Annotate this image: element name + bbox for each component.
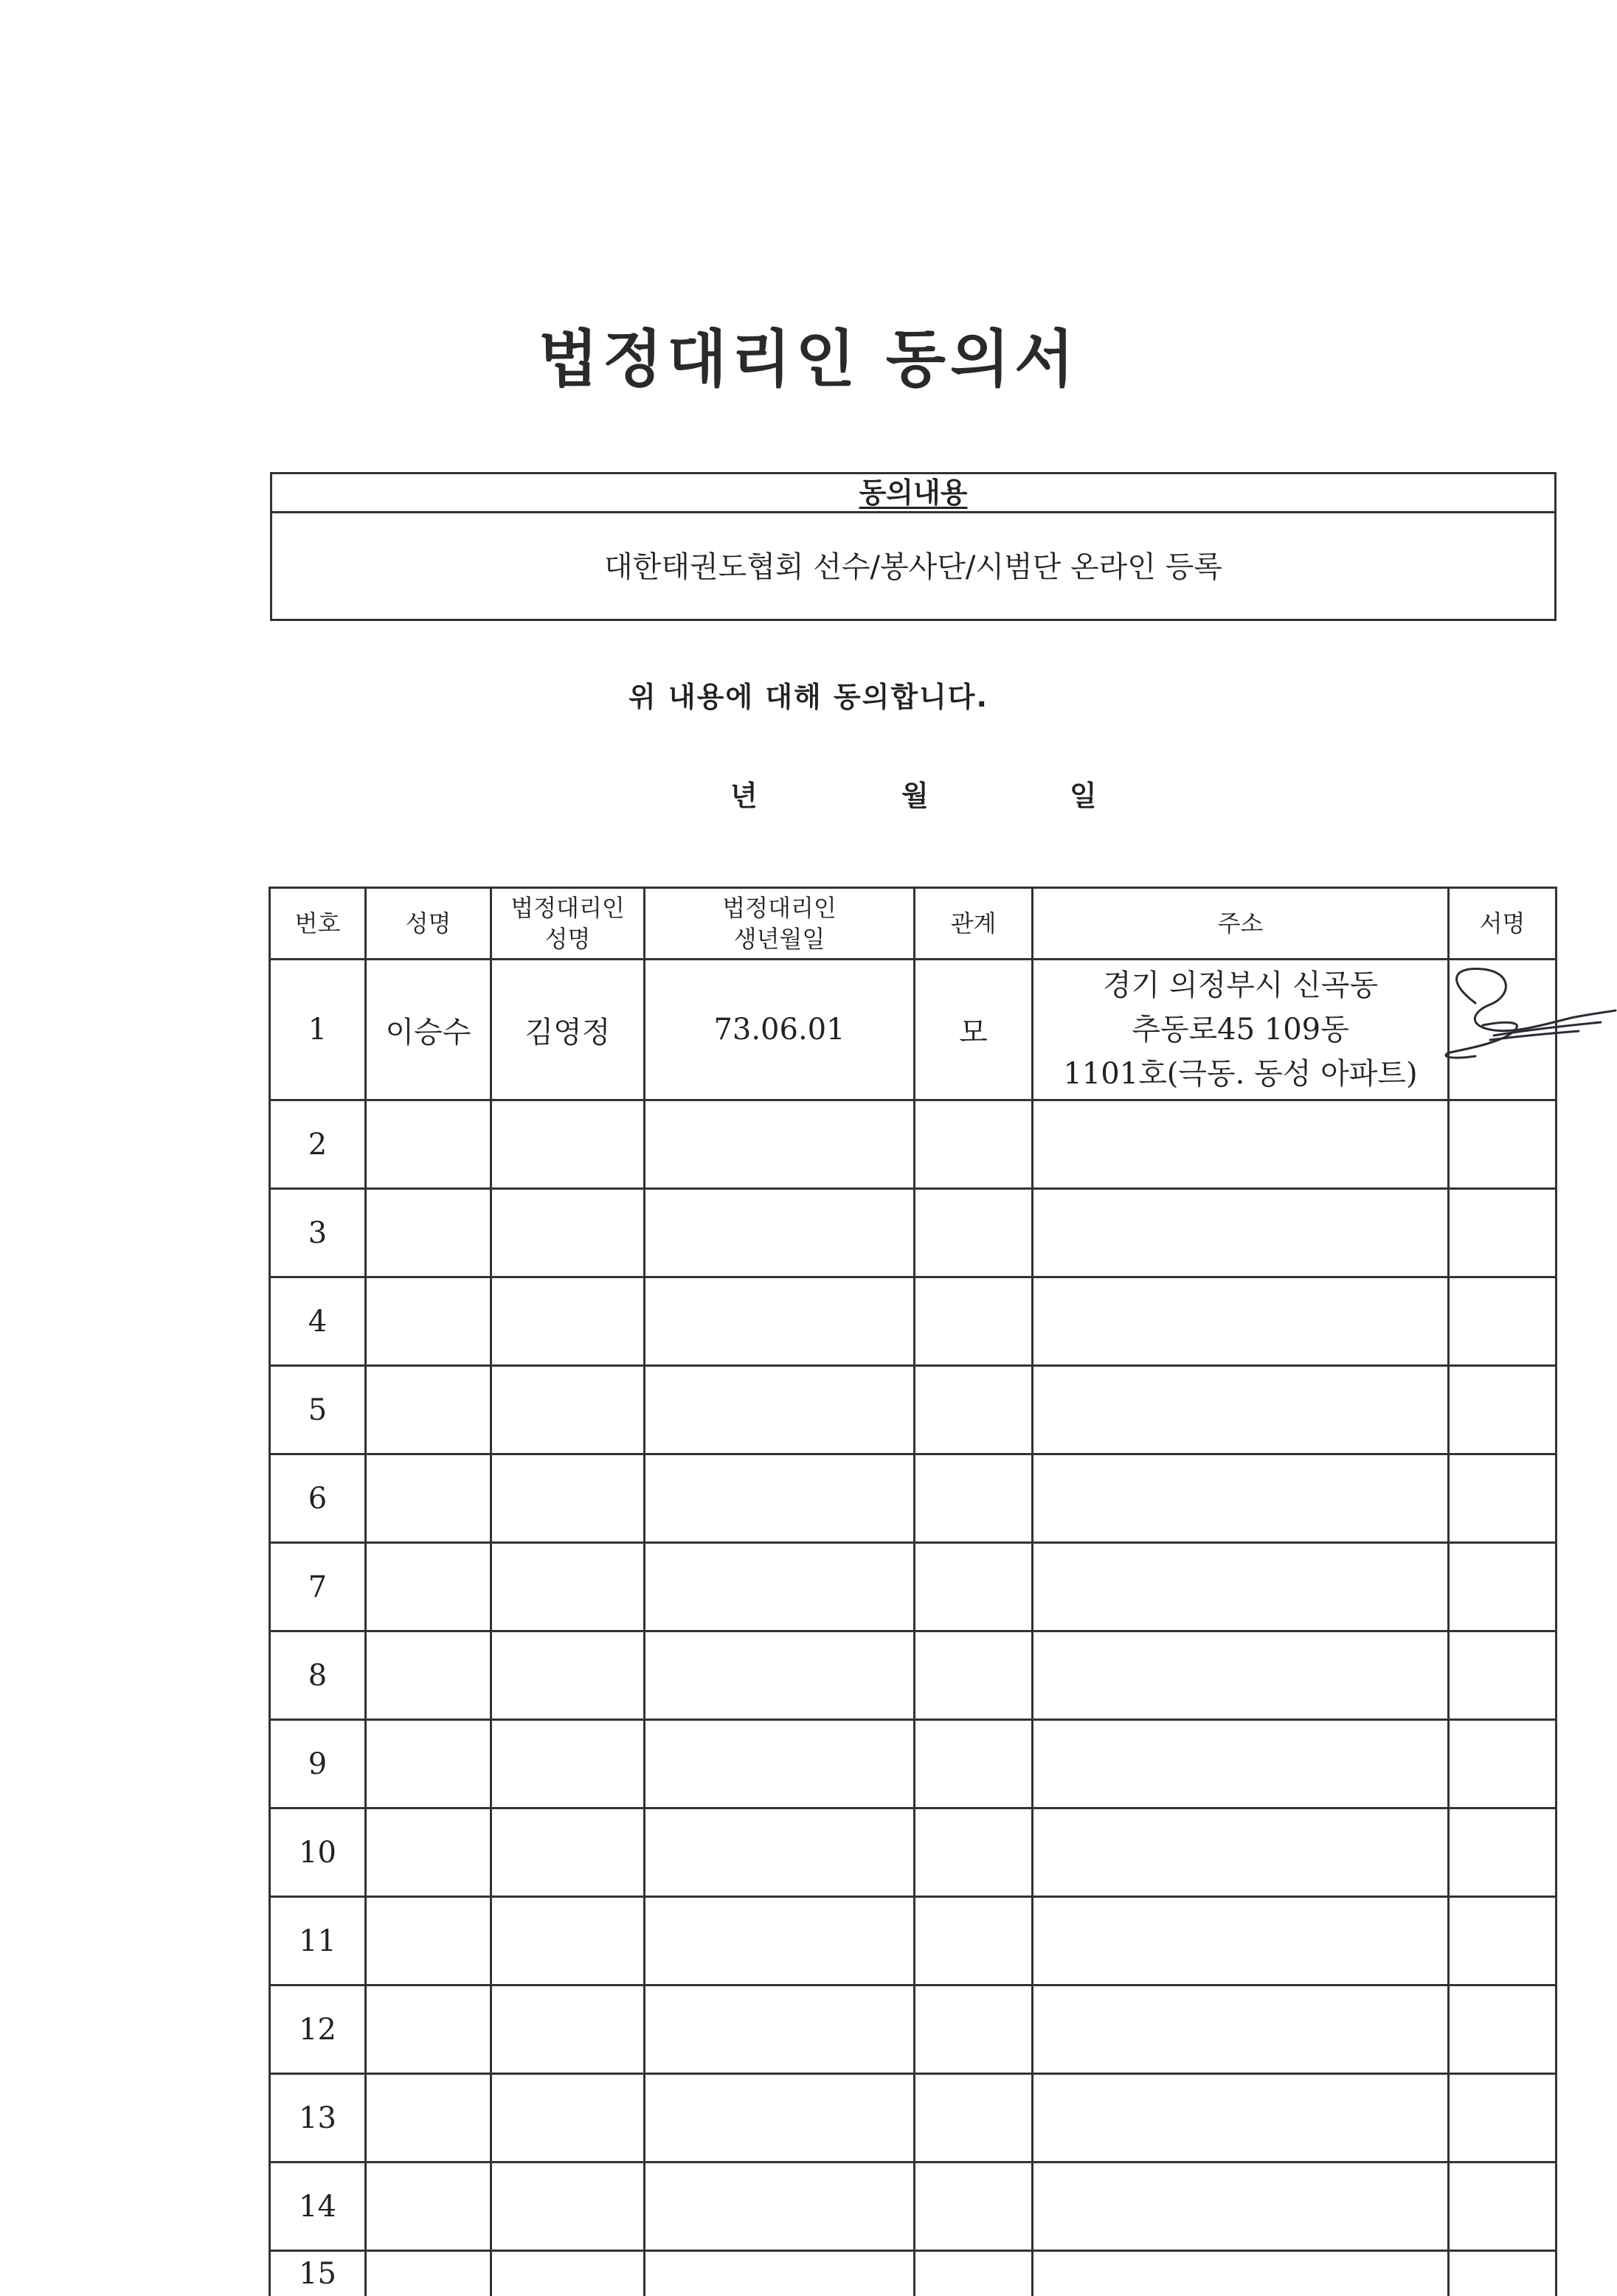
row-guardian-name (491, 1277, 645, 1366)
table-row (270, 1366, 1557, 1454)
row-name (366, 1720, 491, 1808)
row-guardian-name (491, 1720, 645, 1808)
row-number: 4 (270, 1277, 366, 1366)
row-signature (1449, 1100, 1557, 1189)
row-number: 7 (270, 1543, 366, 1631)
row-address (1033, 2074, 1449, 2163)
row-guardian-name (491, 1808, 645, 1897)
row-signature (1449, 2163, 1557, 2251)
row-address (1033, 2163, 1449, 2251)
row-relation: 모 (915, 960, 1033, 1100)
row-relation (915, 1985, 1033, 2074)
row-guardian-birth (645, 1897, 915, 1985)
row-number: 10 (270, 1808, 366, 1897)
row-number: 9 (270, 1720, 366, 1808)
date-year-label: 년 (730, 773, 758, 814)
row-guardian-birth (645, 1720, 915, 1808)
row-signature (1449, 1985, 1557, 2074)
table-header-row (270, 888, 1557, 960)
row-guardian-birth (645, 1543, 915, 1631)
row-name (366, 1277, 491, 1366)
row-relation (915, 1897, 1033, 1985)
row-guardian-birth (645, 1277, 915, 1366)
row-address (1033, 1454, 1449, 1543)
header-relation: 관계 (915, 888, 1033, 960)
row-guardian-birth (645, 2163, 915, 2251)
row-signature (1449, 1277, 1557, 1366)
table-row (270, 1543, 1557, 1631)
row-relation (915, 2074, 1033, 2163)
date-day-label: 일 (1070, 773, 1097, 814)
header-number: 번호 (270, 888, 366, 960)
row-guardian-name (491, 1985, 645, 2074)
row-guardian-name (491, 1454, 645, 1543)
row-name (366, 1366, 491, 1454)
row-number: 13 (270, 2074, 366, 2163)
row-address (1033, 960, 1449, 1100)
row-address (1033, 1543, 1449, 1631)
row-guardian-name (491, 1543, 645, 1631)
row-guardian-name (491, 1189, 645, 1277)
row-name (366, 1985, 491, 2074)
row-address (1033, 1808, 1449, 1897)
header-name: 성명 (366, 888, 491, 960)
row-signature (1449, 1189, 1557, 1277)
row-address (1033, 1720, 1449, 1808)
row-guardian-name: 김영정 (491, 960, 645, 1100)
row-address (1033, 1897, 1449, 1985)
date-month-label: 월 (901, 773, 929, 814)
row-name (366, 1189, 491, 1277)
guardian-table (269, 887, 1557, 2296)
header-guardian-name-line2: 성명 (492, 923, 643, 954)
table-row (270, 1720, 1557, 1808)
document-title: 법정대리인 동의서 (0, 310, 1617, 399)
consent-box (270, 472, 1557, 621)
row-guardian-name (491, 2163, 645, 2251)
row-signature (1449, 1808, 1557, 1897)
table-row (270, 2163, 1557, 2251)
table-row (270, 1277, 1557, 1366)
row-number: 6 (270, 1454, 366, 1543)
row-address (1033, 1100, 1449, 1189)
row-address (1033, 1277, 1449, 1366)
row-signature (1449, 2074, 1557, 2163)
row-signature (1449, 1543, 1557, 1631)
row-number: 12 (270, 1985, 366, 2074)
table-row (270, 1454, 1557, 1543)
row-number: 3 (270, 1189, 366, 1277)
row-guardian-birth: 73.06.01 (645, 960, 915, 1100)
row-name (366, 2163, 491, 2251)
consent-header: 동의내용 (272, 474, 1554, 513)
row-guardian-birth (645, 1808, 915, 1897)
header-guardian-birth-line1: 법정대리인 (645, 892, 913, 923)
row-number: 1 (270, 960, 366, 1100)
row-signature (1449, 1454, 1557, 1543)
row-guardian-birth (645, 2074, 915, 2163)
row-relation (915, 1100, 1033, 1189)
header-address: 주소 (1033, 888, 1449, 960)
row-name (366, 1631, 491, 1720)
row-guardian-name (491, 2074, 645, 2163)
row-signature (1449, 1366, 1557, 1454)
row-relation (915, 1277, 1033, 1366)
table-row (270, 960, 1557, 1100)
table-row (270, 1985, 1557, 2074)
row-name (366, 1100, 491, 1189)
row-name (366, 1543, 491, 1631)
table-row (270, 1189, 1557, 1277)
row-number: 2 (270, 1100, 366, 1189)
header-signature: 서명 (1449, 888, 1557, 960)
row-relation (915, 1366, 1033, 1454)
row-number: 5 (270, 1366, 366, 1454)
row-number: 11 (270, 1897, 366, 1985)
row-guardian-birth (645, 1631, 915, 1720)
row-guardian-name (491, 1366, 645, 1454)
row-name (366, 2074, 491, 2163)
row-relation (915, 1543, 1033, 1631)
row-relation (915, 1631, 1033, 1720)
row-name (366, 1897, 491, 1985)
row-number: 15 (270, 2251, 366, 2296)
row-guardian-birth (645, 1189, 915, 1277)
row-name: 이승수 (366, 960, 491, 1100)
row-guardian-name (491, 1631, 645, 1720)
row-relation (915, 1189, 1033, 1277)
row-guardian-birth (645, 1366, 915, 1454)
row-name (366, 1454, 491, 1543)
table-row (270, 1631, 1557, 1720)
row-address-line2: 추동로45 109동 (1033, 1007, 1447, 1052)
row-address-line3: 1101호(극동. 동성 아파트) (1033, 1052, 1447, 1096)
agreement-statement: 위 내용에 대해 동의합니다. (0, 674, 1617, 715)
row-signature (1449, 1631, 1557, 1720)
row-guardian-birth (645, 1985, 915, 2074)
table-row (270, 2074, 1557, 2163)
table-row (270, 1808, 1557, 1897)
row-relation (915, 2163, 1033, 2251)
table-row (270, 1100, 1557, 1189)
row-address-line1: 경기 의정부시 신곡동 (1033, 963, 1447, 1007)
row-signature (1449, 1897, 1557, 1985)
header-guardian-birth-line2: 생년월일 (645, 923, 913, 954)
consent-text: 대한태권도협회 선수/봉사단/시범단 온라인 등록 (272, 513, 1554, 621)
row-guardian-birth (645, 1100, 915, 1189)
row-guardian-name (491, 1897, 645, 1985)
row-address (1033, 1189, 1449, 1277)
row-relation (915, 1720, 1033, 1808)
handwritten-signature (1431, 959, 1617, 1099)
row-relation (915, 1454, 1033, 1543)
row-signature (1449, 1720, 1557, 1808)
table-row (270, 1897, 1557, 1985)
header-guardian-birth (645, 888, 915, 960)
row-address (1033, 1366, 1449, 1454)
row-guardian-name (491, 1100, 645, 1189)
header-guardian-name (491, 888, 645, 960)
header-guardian-name-line1: 법정대리인 (492, 892, 643, 923)
row-number: 8 (270, 1631, 366, 1720)
row-relation (915, 1808, 1033, 1897)
row-address (1033, 1631, 1449, 1720)
row-name (366, 1808, 491, 1897)
row-number: 14 (270, 2163, 366, 2251)
row-address (1033, 1985, 1449, 2074)
row-guardian-birth (645, 1454, 915, 1543)
